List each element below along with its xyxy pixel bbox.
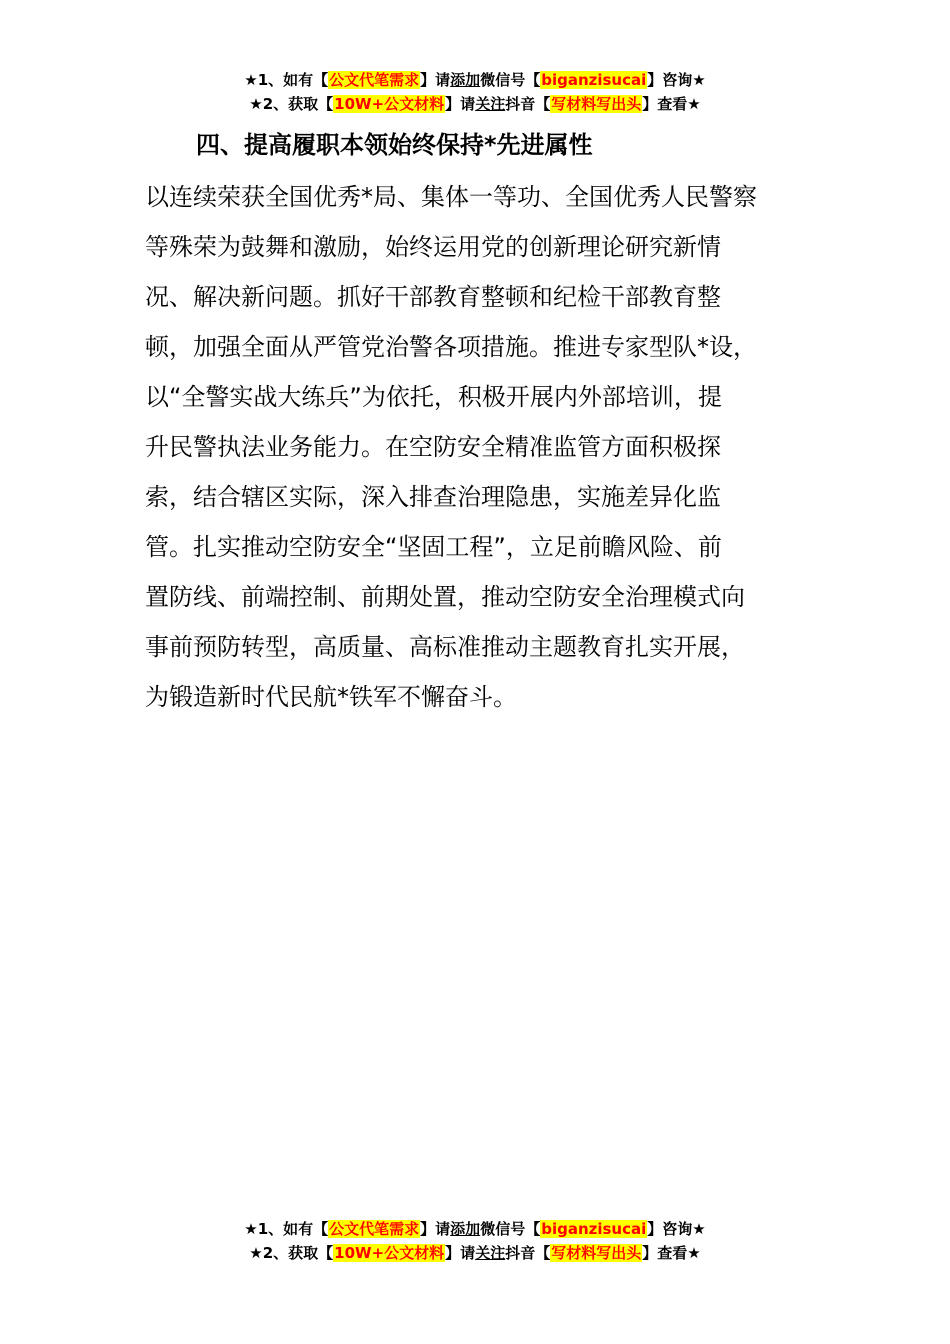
body-line: 为锻造新时代民航*铁军不懈奋斗。 (145, 683, 517, 711)
highlight-wechat-id: biganzisucai (541, 71, 647, 89)
header-banner (0, 68, 950, 116)
star-icon: ★ (692, 71, 706, 89)
banner-text: 】请 (420, 1220, 451, 1238)
highlight-wechat-id: biganzisucai (541, 1220, 647, 1238)
banner-text: 】咨询 (647, 71, 693, 89)
banner-text: 抖音【 (505, 95, 551, 113)
body-line: 置防线、前端控制、前期处置，推动空防安全治理模式向 (145, 583, 745, 611)
underlined-text: 关注 (475, 95, 506, 113)
underlined-text: 添加 (450, 71, 481, 89)
body-line: 等殊荣为鼓舞和激励，始终运用党的创新理论研究新情 (145, 233, 721, 261)
banner-text: 】咨询 (647, 1220, 693, 1238)
body-line: 索，结合辖区实际，深入排查治理隐患，实施差异化监 (145, 483, 721, 511)
banner-line-2 (0, 1241, 950, 1265)
body-line: 升民警执法业务能力。在空防安全精准监管方面积极探 (145, 433, 721, 461)
highlight-service: 公文代笔需求 (329, 71, 420, 89)
body-line: 以“全警实战大练兵”为依托，积极开展内外部培训，提 (145, 383, 722, 411)
highlight-service: 公文代笔需求 (329, 1220, 420, 1238)
banner-line-1 (0, 1217, 950, 1241)
banner-text: 1、如有【 (257, 1220, 329, 1238)
banner-text: 】查看 (642, 1244, 688, 1262)
body-paragraph (145, 172, 805, 722)
highlight-douyin-account: 写材料写出头 (551, 95, 642, 113)
footer-banner (0, 1217, 950, 1265)
banner-text: 1、如有【 (257, 71, 329, 89)
star-icon: ★ (687, 95, 701, 113)
body-line: 顿，加强全面从严管党治警各项措施。推进专家型队*设， (145, 333, 757, 361)
star-icon: ★ (692, 1220, 706, 1238)
body-line: 事前预防转型，高质量、高标准推动主题教育扎实开展， (145, 633, 745, 661)
star-icon: ★ (244, 1220, 258, 1238)
section-heading: 四、提高履职本领始终保持*先进属性 (196, 131, 593, 159)
star-icon: ★ (249, 1244, 263, 1262)
underlined-text: 关注 (475, 1244, 506, 1262)
banner-text: 】查看 (642, 95, 688, 113)
body-line: 况、解决新问题。抓好干部教育整顿和纪检干部教育整 (145, 283, 721, 311)
banner-line-2 (0, 92, 950, 116)
banner-text: 2、获取【 (262, 1244, 334, 1262)
banner-text: 】请 (445, 95, 476, 113)
body-line: 以连续荣获全国优秀*局、集体一等功、全国优秀人民警察 (145, 183, 757, 211)
highlight-douyin-account: 写材料写出头 (551, 1244, 642, 1262)
star-icon: ★ (249, 95, 263, 113)
banner-text: 抖音【 (505, 1244, 551, 1262)
star-icon: ★ (687, 1244, 701, 1262)
banner-text: 微信号【 (480, 1220, 541, 1238)
highlight-materials: 10W+公文材料 (334, 1244, 445, 1262)
banner-line-1 (0, 68, 950, 92)
highlight-materials: 10W+公文材料 (334, 95, 445, 113)
star-icon: ★ (244, 71, 258, 89)
banner-text: 微信号【 (480, 71, 541, 89)
underlined-text: 添加 (450, 1220, 481, 1238)
body-line: 管。扎实推动空防安全“坚固工程”，立足前瞻风险、前 (145, 533, 722, 561)
banner-text: 】请 (445, 1244, 476, 1262)
banner-text: 】请 (420, 71, 451, 89)
banner-text: 2、获取【 (262, 95, 334, 113)
